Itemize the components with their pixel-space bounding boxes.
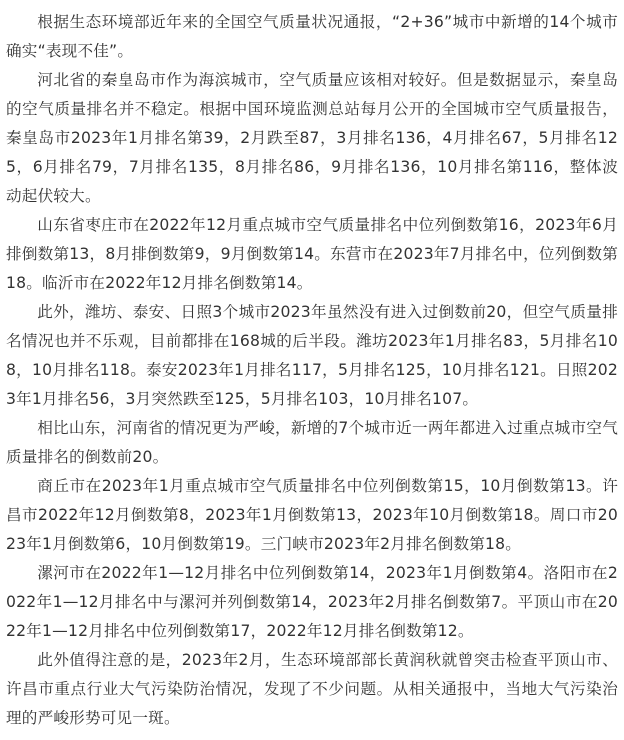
- paragraph-shandong-zaozhuang: 山东省枣庄市在2022年12月重点城市空气质量排名中位列倒数第16，2023年6月排倒数第13，8月排倒数第9，9月倒数第14。东营市在2023年7月排名中，位列倒数第18。临沂市在2022年12月排名倒数第14。: [6, 216, 618, 292]
- paragraph-henan-overview: 相比山东，河南省的情况更为严峻，新增的7个城市近一两年都进入过重点城市空气质量排名的倒数前20。: [6, 419, 618, 466]
- paragraph-luohe-luoyang: 漯河市在2022年1—12月排名中位列倒数第14，2023年1月倒数第4。洛阳市在2022年1—12月排名中与漯河并列倒数第14，2023年2月排名倒数第7。平顶山市在2022年1—12月排名中位列倒数第17，2022年12月排名倒数第12。: [6, 564, 618, 640]
- paragraph-inspection: 此外值得注意的是，2023年2月，生态环境部部长黄润秋就曾突击检查平顶山市、许昌市重点行业大气污染防治情况，发现了不少问题。从相关通报中，当地大气污染治理的严峻形势可见一斑。: [6, 651, 618, 727]
- paragraph-qinhuangdao: 河北省的秦皇岛市作为海滨城市，空气质量应该相对较好。但是数据显示，秦皇岛的空气质量排名并不稳定。根据中国环境监测总站每月公开的全国城市空气质量报告，秦皇岛市2023年1月排名第39，2月跌至87，3月排名136，4月排名67，5月排名125，6月排名79，7月排名135，8月排名86，9月排名136，10月排名第116，整体波动起伏较大。: [6, 71, 618, 205]
- paragraph-shangqiu-xuchang: 商丘市在2023年1月重点城市空气质量排名中位列倒数第15，10月倒数第13。许昌市2022年12月倒数第8，2023年1月倒数第13，2023年10月倒数第18。周口市2023年1月倒数第6，10月倒数第19。三门峡市2023年2月排名倒数第18。: [6, 477, 618, 553]
- paragraph-air-quality-report: 根据生态环境部近年来的全国空气质量状况通报，“2+36”城市中新增的14个城市确实“表现不佳”。: [6, 13, 618, 60]
- paragraph-weifang-taian-rizhao: 此外，潍坊、泰安、日照3个城市2023年虽然没有进入过倒数前20，但空气质量排名情况也并不乐观，目前都排在168城的后半段。潍坊2023年1月排名83，5月排名108，10月排名118。泰安2023年1月排名117，5月排名125，10月排名121。日照2023年1月排名56，3月突然跌至125，5月排名103，10月排名107。: [6, 303, 618, 408]
